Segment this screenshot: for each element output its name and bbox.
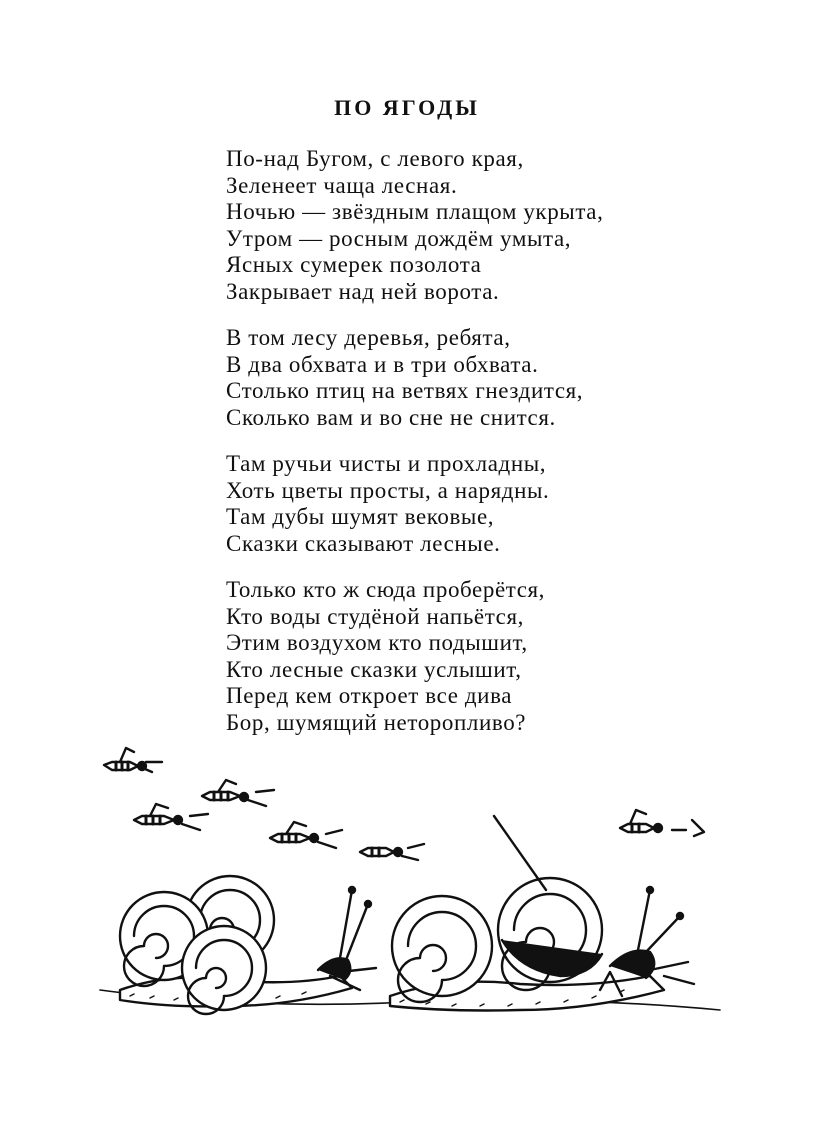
stanza-4 bbox=[226, 577, 786, 736]
poem-line: Ясных сумерек позолота bbox=[226, 252, 482, 277]
poem-line: Кто воды студёной напьётся, bbox=[226, 603, 524, 629]
poem-line: Этим воздухом кто подышит, bbox=[226, 630, 528, 655]
poem-line: Столько птиц на ветвях гнездится, bbox=[226, 378, 584, 403]
poem-line: Закрывает над ней ворота. bbox=[226, 278, 500, 304]
poem-line: По-над Бугом, с левого края, bbox=[226, 146, 524, 171]
snail-icon bbox=[390, 816, 694, 1011]
poem-line: Там дубы шумят вековые, bbox=[226, 504, 495, 529]
wasp-icon bbox=[620, 810, 704, 836]
poem-line: Утром — росным дождём умыта, bbox=[226, 225, 572, 251]
poem-line: Сказки сказывают лесные. bbox=[226, 530, 501, 556]
stanza-3 bbox=[226, 451, 786, 557]
wasp-icon bbox=[134, 804, 208, 830]
poem-line: Сколько вам и во сне не снится. bbox=[226, 404, 556, 430]
poem-line: Зеленеет чаща лесная. bbox=[226, 172, 458, 198]
poem-line: Только кто ж сюда проберётся, bbox=[226, 577, 546, 602]
wasp-icon bbox=[202, 780, 274, 806]
snail-icon bbox=[120, 876, 376, 1014]
wasp-icon bbox=[270, 822, 342, 848]
poem-line: Кто лесные сказки услышит, bbox=[226, 656, 522, 682]
poem-line: Перед кем откроет все дива bbox=[226, 683, 513, 708]
poem-line: Бор, шумящий неторопливо? bbox=[226, 709, 527, 735]
poem-line: Ночью — звёздным плащом укрыта, bbox=[226, 199, 604, 224]
stanza-1 bbox=[226, 146, 786, 305]
poem-line: В два обхвата и в три обхвата. bbox=[226, 351, 539, 377]
poem-line: В том лесу деревья, ребята, bbox=[226, 325, 511, 350]
poem-line: Хоть цветы просты, а нарядны. bbox=[226, 477, 550, 503]
poem-line: Там ручьи чисты и прохладны, bbox=[226, 451, 547, 476]
snails-illustration bbox=[90, 740, 730, 1060]
wasp-icon bbox=[104, 748, 162, 772]
poem-body bbox=[226, 146, 786, 756]
poem-title: ПО ЯГОДЫ bbox=[334, 95, 480, 120]
wasp-icon bbox=[360, 844, 424, 860]
stanza-2 bbox=[226, 325, 786, 431]
